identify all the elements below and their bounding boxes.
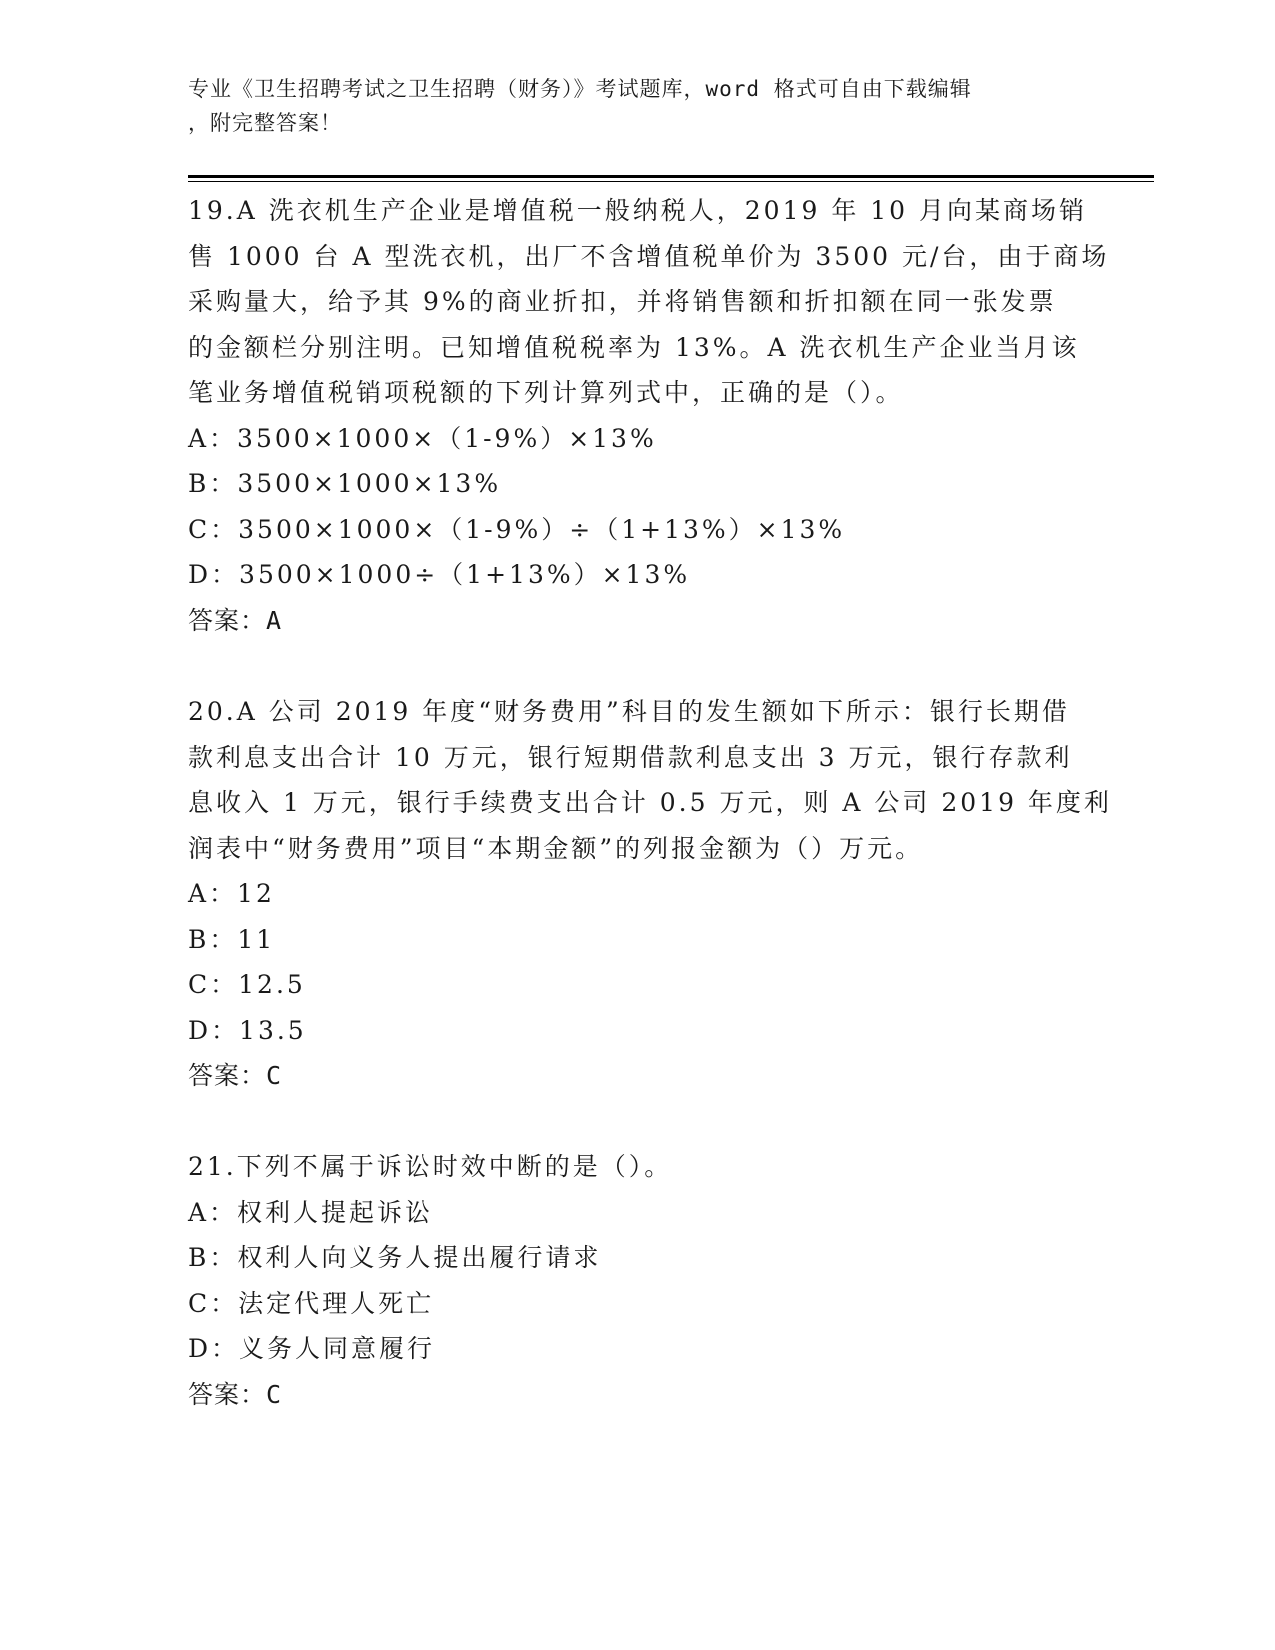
option-d: D：义务人同意履行 bbox=[188, 1334, 436, 1363]
option-d: D：13.5 bbox=[188, 1015, 307, 1045]
option-d: D：3500×1000÷（1+13%）×13% bbox=[188, 560, 691, 589]
question-19 bbox=[188, 188, 1110, 643]
answer-label: 答案：A bbox=[188, 605, 283, 635]
option-b: B：3500×1000×13% bbox=[188, 469, 502, 498]
header-divider-thick bbox=[188, 175, 1154, 178]
answer-label: 答案：C bbox=[188, 1379, 283, 1409]
question-text-line: 20.A 公司 2019 年度“财务费用”科目的发生额如下所示：银行长期借 bbox=[188, 697, 1070, 726]
option-c: C：法定代理人死亡 bbox=[188, 1288, 435, 1318]
question-text-line: 19.A 洗衣机生产企业是增值税一般纳税人，2019 年 10 月向某商场销 bbox=[188, 196, 1088, 225]
question-text-line: 润表中“财务费用”项目“本期金额”的列报金额为（）万元。 bbox=[188, 833, 924, 863]
option-c: C：3500×1000×（1-9%）÷（1+13%）×13% bbox=[188, 514, 846, 544]
answer-label: 答案：C bbox=[188, 1061, 283, 1090]
option-c: C：12.5 bbox=[188, 970, 306, 999]
option-a: A：权利人提起诉讼 bbox=[188, 1197, 434, 1227]
question-text-line: 的金额栏分别注明。已知增值税税率为 13%。A 洗衣机生产企业当月该 bbox=[188, 332, 1080, 362]
question-21 bbox=[188, 1144, 1088, 1417]
question-text-line: 采购量大，给予其 9%的商业折扣，并将销售额和折扣额在同一张发票 bbox=[188, 287, 1057, 316]
header-line-2: ，附完整答案！ bbox=[188, 111, 342, 135]
option-b: B：权利人向义务人提出履行请求 bbox=[188, 1243, 602, 1272]
header-divider-thin bbox=[188, 181, 1154, 182]
question-20 bbox=[188, 689, 1112, 1099]
question-text-line: 息收入 1 万元，银行手续费支出合计 0.5 万元，则 A 公司 2019 年度利 bbox=[188, 788, 1112, 817]
document-header bbox=[188, 72, 1068, 140]
question-text-line: 笔业务增值税销项税额的下列计算列式中，正确的是（）。 bbox=[188, 378, 904, 407]
option-b: B：11 bbox=[188, 924, 276, 954]
option-a: A：12 bbox=[188, 879, 275, 908]
question-text-line: 21.下列不属于诉讼时效中断的是（）。 bbox=[188, 1152, 673, 1181]
header-line-1: 专业《卫生招聘考试之卫生招聘（财务）》考试题库，word 格式可自由下载编辑 bbox=[188, 77, 972, 101]
question-text-line: 款利息支出合计 10 万元，银行短期借款利息支出 3 万元，银行存款利 bbox=[188, 742, 1073, 772]
option-a: A：3500×1000×（1-9%）×13% bbox=[188, 423, 657, 453]
question-text-line: 售 1000 台 A 型洗衣机，出厂不含增值税单价为 3500 元/台，由于商场 bbox=[188, 241, 1110, 271]
